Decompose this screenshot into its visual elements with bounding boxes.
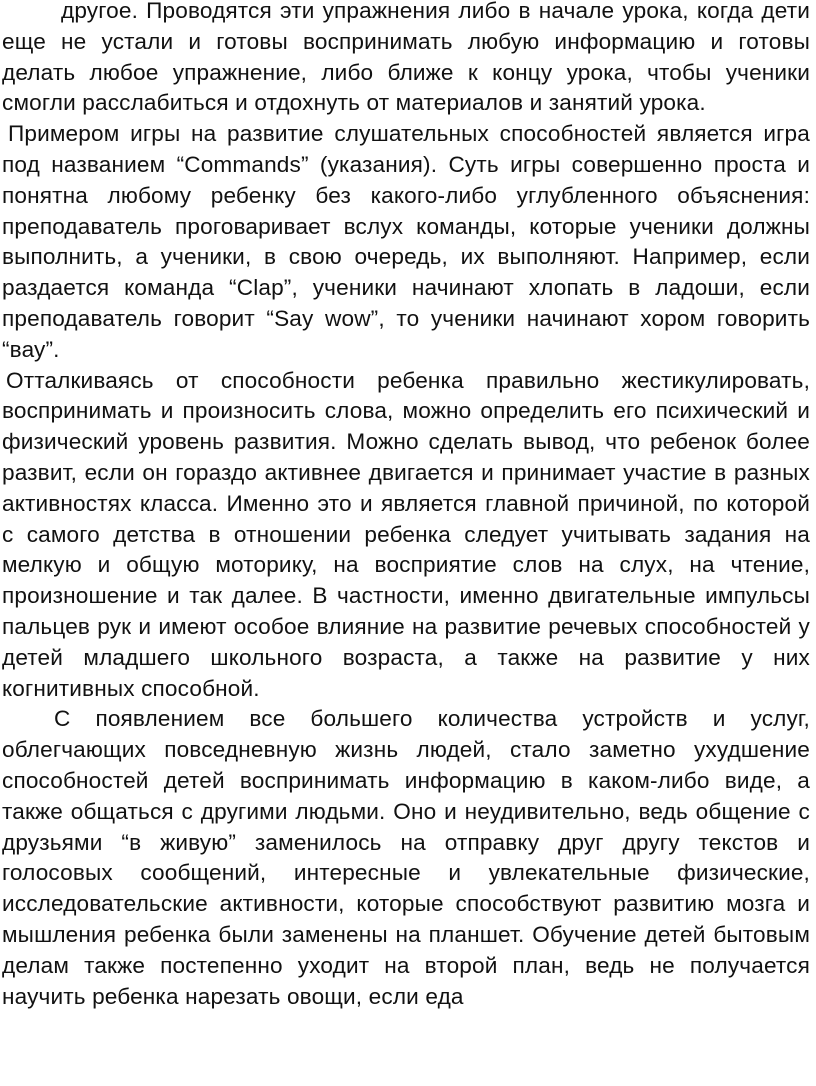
document-page xyxy=(2,0,810,1012)
paragraph-2: Примером игры на развитие слушательных способностей является игра под названием “Commands” (указания). Суть игры совершенно проста и понятна любому ребенку без какого-либо углубленного объяснения: преподаватель проговаривает вслух команды, которые ученики должны выполнить, а ученики, в свою очередь, их выполняют. Например, если раздается команда “Clap”, ученики начинают хлопать в ладоши, если преподаватель говорит “Say wow”, то ученики начинают хором говорить “вау”. xyxy=(2,121,810,362)
paragraph-1: другое. Проводятся эти упражнения либо в начале урока, когда дети еще не устали и готовы воспринимать любую информацию и готовы делать любое упражнение, либо ближе к концу урока, чтобы ученики смогли расслабиться и отдохнуть от материалов и занятий урока. xyxy=(2,0,810,116)
paragraph-4: С появлением все большего количества устройств и услуг, облегчающих повседневную жизнь людей, стало заметно ухудшение способностей детей воспринимать информацию в каком-либо виде, а также общаться с другими людьми. Оно и неудивительно, ведь общение с друзьями “в живую” заменилось на отправку друг другу текстов и голосовых сообщений, интересные и увлекательные физические, исследовательские активности, которые способствуют развитию мозга и мышления ребенка были заменены на планшет. Обучение детей бытовым делам также постепенно уходит на второй план, ведь не получается научить ребенка нарезать овощи, если еда xyxy=(2,706,810,1009)
paragraph-3: Отталкиваясь от способности ребенка правильно жестикулировать, воспринимать и произносить слова, можно определить его психический и физический уровень развития. Можно сделать вывод, что ребенок более развит, если он гораздо активнее двигается и принимает участие в разных активностях класса. Именно это и является главной причиной, по которой с самого детства в отношении ребенка следует учитывать задания на мелкую и общую моторику, на восприятие слов на слух, на чтение, произношение и так далее. В частности, именно двигательные импульсы пальцев рук и имеют особое влияние на развитие речевых способностей у детей младшего школьного возраста, а также на развитие у них когнитивных способной. xyxy=(2,367,810,701)
